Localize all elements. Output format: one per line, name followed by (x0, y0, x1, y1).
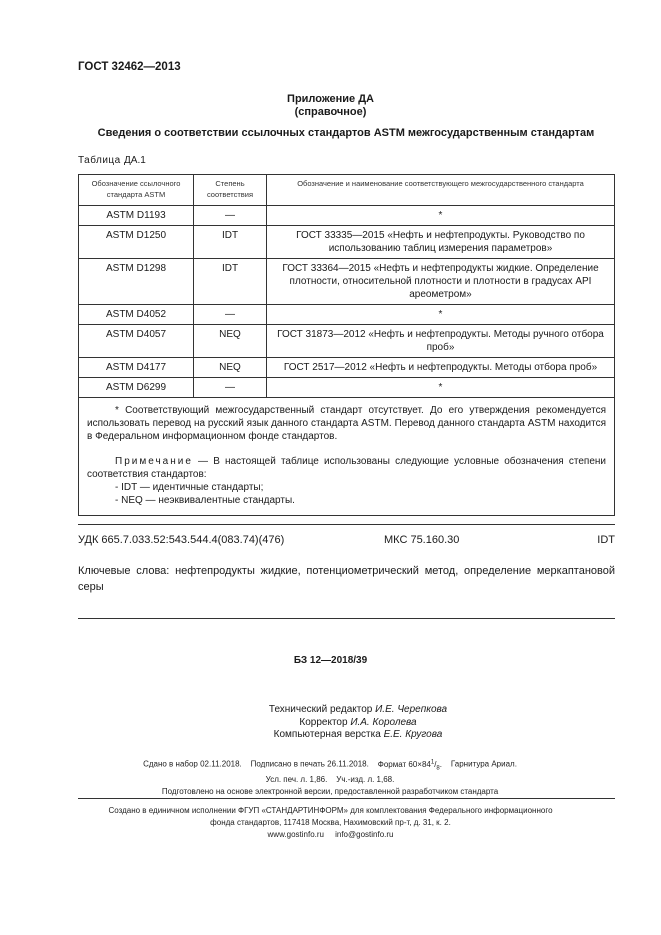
column-header-interstate: Обозначение и наименование соответствующего межгосударственного стандарта (267, 175, 615, 206)
cell-astm: ASTM D1298 (79, 259, 194, 305)
staff-credits (218, 704, 498, 742)
bz-number: БЗ 12—2018/39 (293, 655, 368, 666)
cell-interstate: * (267, 206, 615, 226)
creator-info (60, 805, 601, 841)
divider-top (78, 524, 615, 525)
staff-name: И.Е. Черепкова (375, 704, 448, 715)
column-header-degree: Степень соответствия (194, 175, 267, 206)
cell-degree: — (194, 206, 267, 226)
cell-interstate: ГОСТ 31873—2012 «Нефть и нефтепродукты. Методы ручного отбора проб» (267, 325, 615, 358)
divider-keywords (78, 618, 615, 619)
staff-role: Технический редактор (268, 704, 373, 715)
keywords: Ключевые слова: нефтепродукты жидкие, потенциометрический метод, определение меркаптановой серы (78, 565, 615, 593)
note-text: — В настоящей таблице использованы следующие условные обозначения степени соответствия стандартов: (87, 456, 606, 480)
imprint (100, 756, 560, 798)
appendix-heading: Сведения о соответствии ссылочных стандартов ASTM межгосударственным стандартам (97, 127, 595, 139)
format-prefix: Формат 60×84 (377, 759, 431, 769)
cell-degree: NEQ (194, 325, 267, 358)
creator-email-link[interactable]: info@gostinfo.ru (335, 830, 394, 839)
creator-line-2: фонда стандартов, 117418 Москва, Нахимовский пр-т, д. 31, к. 2. (210, 818, 451, 827)
cell-astm: ASTM D4177 (79, 358, 194, 378)
format-num: 1 (430, 759, 435, 765)
table-footer (79, 398, 615, 516)
format-suffix: . (439, 759, 442, 769)
imprint-pub-sheets: Уч.-изд. л. 1,68. (336, 775, 395, 785)
imprint-line-1 (100, 756, 560, 774)
cell-astm: ASTM D1193 (79, 206, 194, 226)
cell-interstate: * (267, 378, 615, 398)
note-item: - NEQ — неэквивалентные стандарты. (115, 495, 295, 506)
imprint-format: Формат $60\times 84^1/_8$. (377, 759, 442, 772)
staff-line (218, 704, 498, 717)
column-header-astm: Обозначение ссылочного стандарта ASTM (79, 175, 194, 206)
table-row (79, 378, 615, 398)
table-note (87, 455, 606, 481)
staff-line (218, 717, 498, 730)
cell-astm: ASTM D1250 (79, 226, 194, 259)
table-header-row (79, 175, 615, 206)
table-row (79, 358, 615, 378)
creator-line-1: Создано в единичном исполнении ФГУП «СТАНДАРТИНФОРМ» для комплектования Федерального информационного (108, 806, 553, 815)
staff-line (218, 729, 498, 742)
table-row (79, 226, 615, 259)
cell-degree: — (194, 378, 267, 398)
table-label-word: Таблица (78, 155, 121, 166)
imprint-signed: Подписано в печать 26.11.2018. (250, 759, 369, 769)
table-label-number: ДА.1 (124, 155, 146, 166)
table-row (79, 259, 615, 305)
table-row (79, 325, 615, 358)
table-footnote: * Соответствующий межгосударственный стандарт отсутствует. До его утверждения рекомендуется использовать перевод на русский язык данного стандарта ASTM. Перевод данного стандарта ASTM находится в Федеральном информационном фонде стандартов. (87, 405, 606, 442)
creator-site-link[interactable]: www.gostinfo.ru (267, 830, 324, 839)
table-label (78, 155, 146, 166)
appendix-header (0, 93, 661, 119)
cell-interstate: ГОСТ 2517—2012 «Нефть и нефтепродукты. Методы отбора проб» (267, 358, 615, 378)
degree-code: IDT (597, 534, 615, 546)
creator-contacts (60, 829, 601, 841)
imprint-typeface: Гарнитура Ариал. (450, 759, 517, 769)
cell-degree: NEQ (194, 358, 267, 378)
staff-name: И.А. Королева (350, 716, 417, 728)
cell-interstate: ГОСТ 33364—2015 «Нефть и нефтепродукты жидкие. Определение плотности, относительной плотности и плотности в градусах API ареометром» (267, 259, 615, 305)
staff-role: Компьютерная верстка (273, 729, 381, 740)
imprint-sent: Сдано в набор 02.11.2018. (143, 759, 242, 769)
correspondence-table (78, 174, 615, 516)
note-item: - IDT — идентичные стандарты; (115, 482, 264, 493)
cell-degree: IDT (194, 259, 267, 305)
table-row (79, 206, 615, 226)
udc-code: УДК 665.7.033.52:543.544.4(083.74)(476) (78, 534, 285, 546)
staff-name: Е.Е. Кругова (383, 729, 443, 740)
cell-astm: ASTM D4052 (79, 305, 194, 325)
staff-role: Корректор (299, 716, 348, 728)
appendix-title: Приложение ДА (287, 93, 374, 105)
appendix-subtitle: (справочное) (294, 106, 367, 118)
cell-interstate: ГОСТ 33335—2015 «Нефть и нефтепродукты. Руководство по использованию таблиц измерения параметров» (267, 226, 615, 259)
table-footer-row (79, 398, 615, 516)
cell-degree: IDT (194, 226, 267, 259)
cell-astm: ASTM D6299 (79, 378, 194, 398)
table-row (79, 305, 615, 325)
imprint-prepared: Подготовлено на основе электронной версии, предоставленной разработчиком стандарта (161, 787, 499, 797)
document-code: ГОСТ 32462—2013 (78, 61, 181, 73)
imprint-line-2 (100, 774, 560, 786)
divider-bottom (78, 798, 615, 799)
cell-astm: ASTM D4057 (79, 325, 194, 358)
imprint-sheets: Усл. печ. л. 1,86. (265, 775, 328, 785)
note-label: Примечание (115, 456, 193, 467)
cell-interstate: * (267, 305, 615, 325)
format-den: 8 (436, 765, 440, 772)
cell-degree: — (194, 305, 267, 325)
mks-code: МКС 75.160.30 (384, 534, 460, 546)
